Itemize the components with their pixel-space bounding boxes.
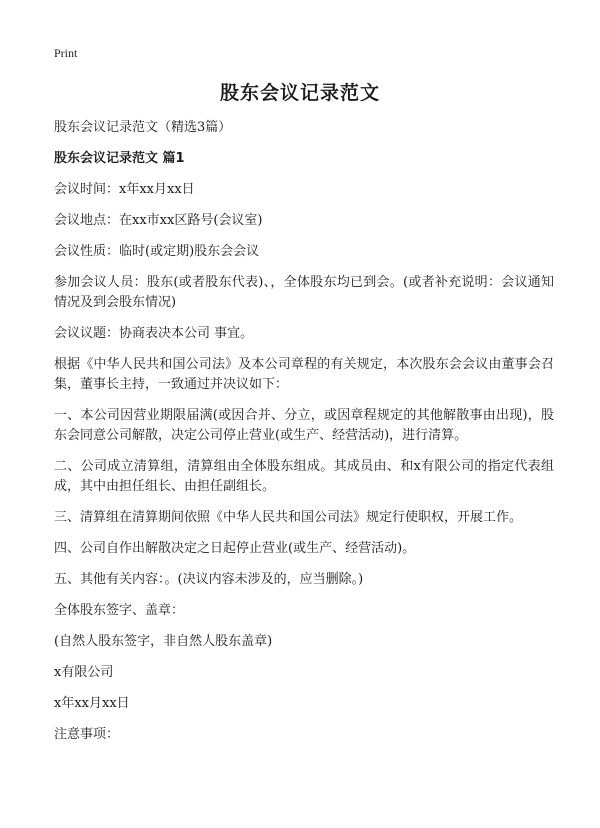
meeting-attendees: 参加会议人员：股东(或者股东代表)、，全体股东均已到会。(或者补充说明：会议通知情况及到会股东情况) (54, 275, 554, 310)
meeting-time: 会议时间：x年xx月xx日 (54, 182, 195, 197)
resolution-item-1: 一、本公司因营业期限届满(或因合并、分立，或因章程规定的其他解散事由出现)，股东会同意公司解散，决定公司停止营业(或生产、经营活动)，进行清算。 (54, 408, 554, 443)
resolution-item-2: 二、公司成立清算组，清算组由全体股东组成。其成员由、和x有限公司的指定代表组成，其中由担任组长、由担任副组长。 (54, 459, 554, 494)
resolution-item-4: 四、公司自作出解散决定之日起停止营业(或生产、经营活动)。 (54, 541, 416, 556)
resolution-item-3: 三、清算组在清算期间依照《中华人民共和国公司法》规定行使职权，开展工作。 (54, 510, 523, 525)
company-name: x有限公司 (54, 665, 114, 680)
resolution-intro: 根据《中华人民共和国公司法》及本公司章程的有关规定，本次股东会会议由董事会召集，董事长主持，一致通过并决议如下： (54, 357, 554, 392)
document-body (54, 118, 554, 756)
doc-subtitle: 股东会议记录范文（精选3篇） (54, 120, 232, 135)
signature-note: (自然人股东签字，非自然人股东盖章) (54, 634, 273, 649)
document-title: 股东会议记录范文 (219, 82, 380, 104)
resolution-item-5: 五、其他有关内容：。(决议内容未涉及的，应当删除。) (54, 572, 364, 587)
meeting-type: 会议性质：临时(或定期)股东会会议 (54, 244, 260, 259)
section-heading: 股东会议记录范文 篇1 (54, 151, 185, 166)
print-label: Print (54, 46, 78, 60)
meeting-location: 会议地点：在xx市xx区路号(会议室) (54, 213, 263, 228)
notes-heading: 注意事项： (54, 727, 120, 742)
document-date: x年xx月xx日 (54, 696, 130, 711)
meeting-topic: 会议议题：协商表决本公司 事宜。 (54, 326, 254, 341)
signature-line: 全体股东签字、盖章： (54, 603, 185, 618)
